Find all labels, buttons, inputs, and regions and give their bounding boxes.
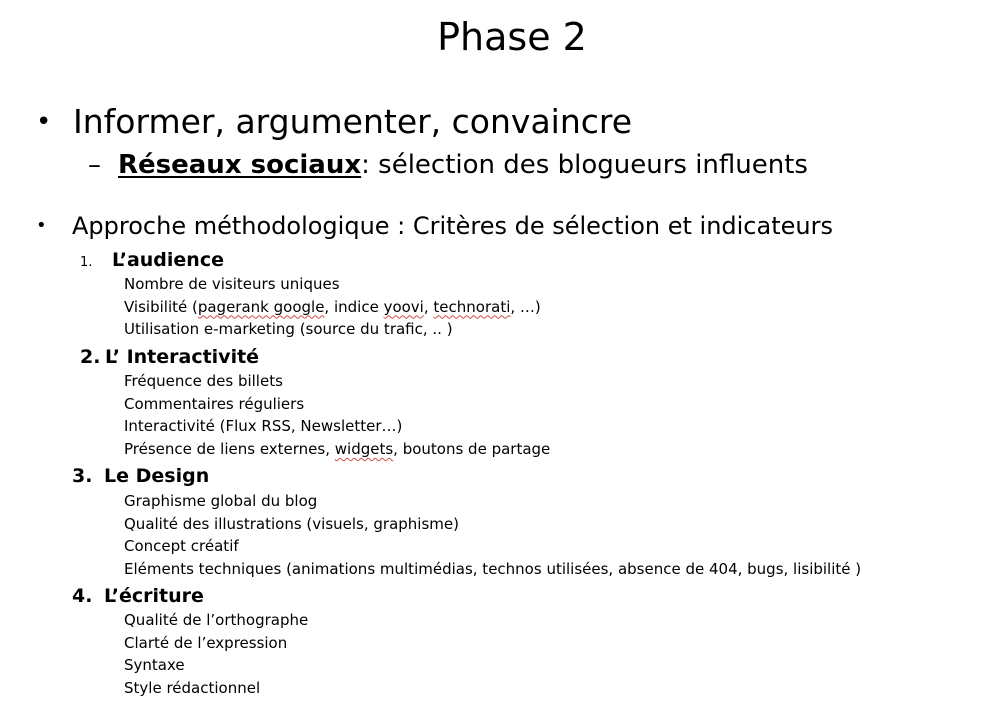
list-item: Commentaires réguliers [124, 394, 305, 413]
list-item: Qualité de l’orthographe [124, 611, 309, 629]
section-title: Le Design [104, 465, 210, 487]
list-item: Interactivité (Flux RSS, Newsletter…) [124, 417, 403, 436]
section-title: L’ Interactivité [105, 346, 260, 368]
sub-bullet-reseaux [88, 148, 808, 182]
list-item: Fréquence des billets [124, 372, 283, 390]
bullet-text: Approche méthodologique : Critères de sélection et indicateurs [72, 212, 833, 240]
dash-marker: – [88, 150, 101, 180]
section-heading-audience [80, 248, 224, 275]
bullet-informer [36, 102, 632, 142]
section-number: 3. [72, 465, 93, 487]
section-title: L’écriture [104, 585, 204, 607]
bullet-dot-icon: • [36, 107, 52, 137]
section-items-audience [124, 273, 541, 341]
sub-bullet-strong: Réseaux sociaux [118, 150, 362, 180]
section-items-interactivite [124, 370, 550, 461]
section-items-design [124, 490, 861, 581]
section-number: 4. [72, 585, 93, 607]
bullet-approche [36, 210, 833, 242]
bullet-dot-icon: • [36, 215, 47, 236]
list-item: Concept créatif [124, 537, 239, 556]
section-heading-interactivite [80, 345, 259, 369]
section-number: 1. [80, 255, 93, 270]
spellcheck-word: technorati [433, 297, 511, 316]
section-heading-design [72, 464, 209, 488]
spellcheck-word: widgets [334, 440, 394, 459]
list-item: Utilisation e-marketing (source du trafic, .. ) [124, 320, 453, 339]
list-item: Syntaxe [124, 656, 185, 675]
bullet-text: Informer, argumenter, convaincre [73, 102, 633, 141]
section-number: 2. [80, 346, 101, 368]
list-item: Style rédactionnel [124, 679, 261, 698]
list-item: Graphisme global du blog [124, 492, 318, 510]
spellcheck-word: pagerank google [197, 297, 325, 316]
list-item: Nombre de visiteurs uniques [124, 275, 340, 293]
section-heading-ecriture [72, 584, 204, 608]
spellcheck-word: yoovi [383, 297, 424, 316]
section-items-ecriture [124, 609, 308, 700]
list-item: Eléments techniques (animations multimédias, technos utilisées, absence de 404, bugs, lisibilité ) [124, 560, 862, 579]
list-item: Présence de liens externes, widgets, boutons de partage [124, 440, 551, 459]
list-item: Visibilité (pagerank google, indice yoovi, technorati, …) [124, 297, 541, 316]
slide-title: Phase 2 [437, 15, 587, 59]
list-item: Qualité des illustrations (visuels, graphisme) [124, 514, 459, 533]
section-title: L’audience [112, 249, 224, 271]
sub-bullet-rest: : sélection des blogueurs influents [361, 150, 808, 180]
list-item: Clarté de l’expression [124, 633, 288, 652]
